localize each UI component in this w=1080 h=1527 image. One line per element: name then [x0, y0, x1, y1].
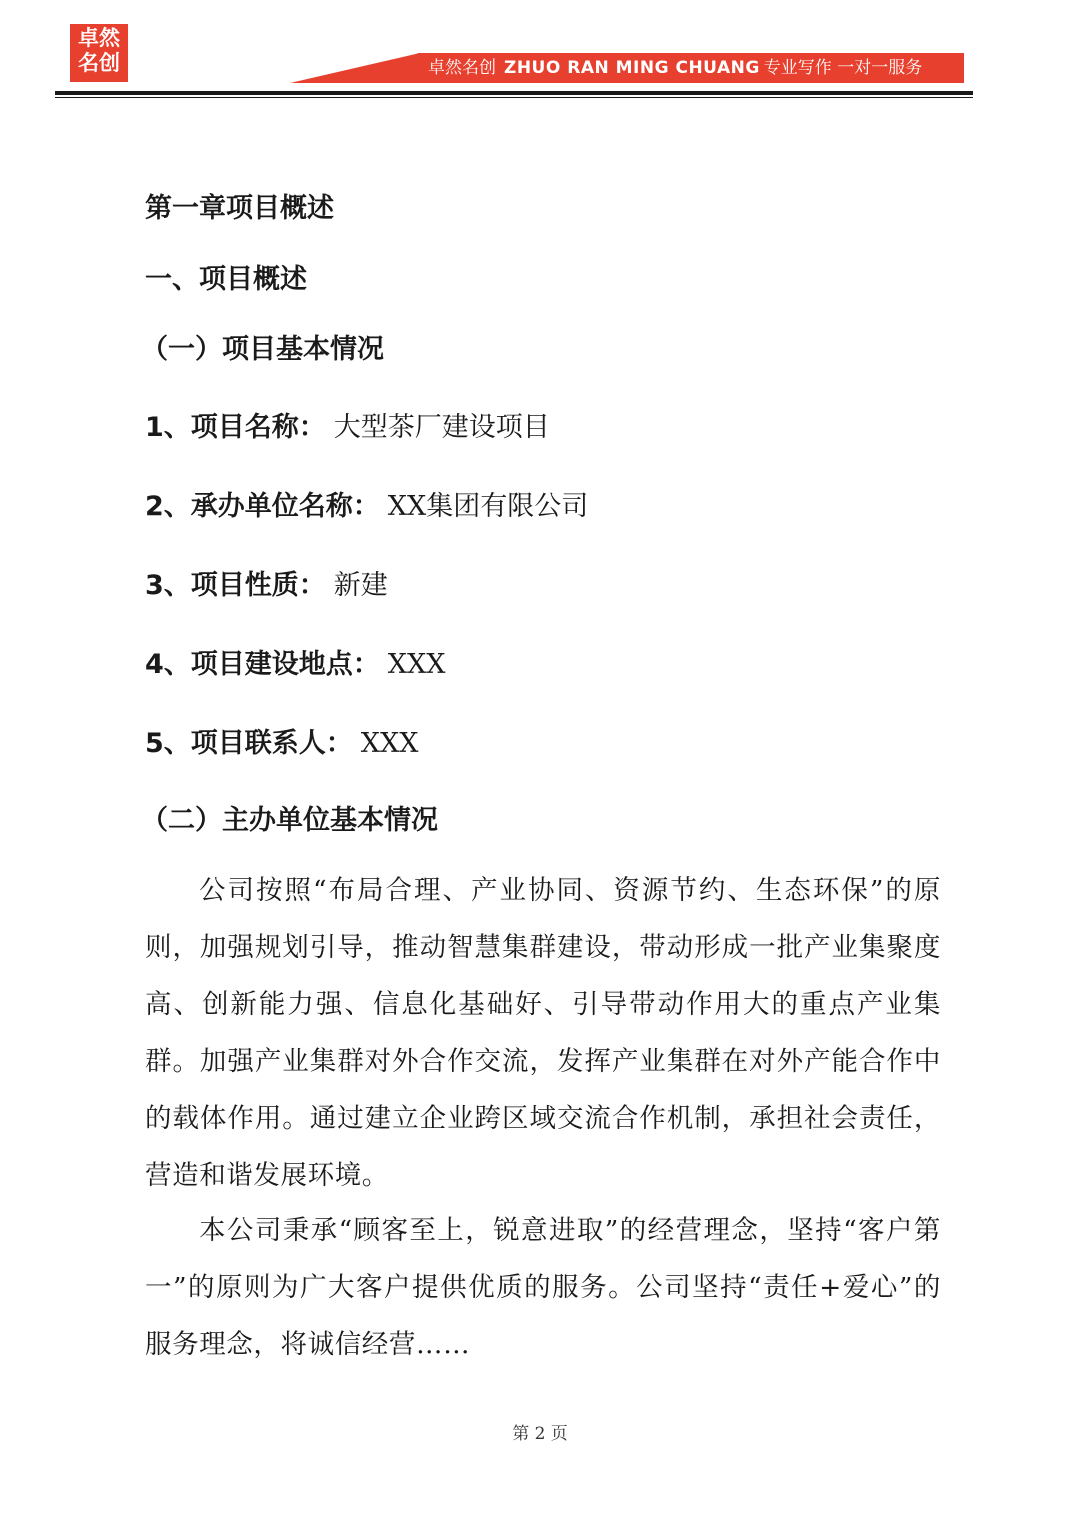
info-item-label: 3、项目性质： — [145, 570, 326, 601]
info-item-value: 大型茶厂建设项目 — [333, 412, 550, 443]
brand-banner — [418, 53, 964, 83]
info-item-contact — [145, 727, 418, 761]
info-item-label: 4、项目建设地点： — [145, 649, 380, 680]
banner-tagline: 专业写作 一对一服务 — [763, 58, 923, 78]
logo-line-1: 卓然 — [78, 26, 120, 50]
page-number: 第 2 页 — [512, 1424, 568, 1444]
info-item-label: 1、项目名称： — [145, 412, 326, 443]
subsection-title-basic-info: （一）项目基本情况 — [141, 334, 384, 365]
info-item-value: XXX — [387, 649, 446, 680]
info-item-value: 新建 — [333, 570, 388, 601]
info-item-location — [145, 648, 445, 682]
info-item-organizer — [145, 490, 588, 524]
body-paragraph-1: 公司按照“布局合理、产业协同、资源节约、生态环保”的原则，加强规划引导，推动智慧集群建设，带动形成一批产业集聚度高、创新能力强、信息化基础好、引导带动作用大的重点产业集群。加强产业集群对外合作交流，发挥产业集群在对外产能合作中的载体作用。通过建立企业跨区域交流合作机制，承担社会责任，营造和谐发展环境。 — [145, 875, 941, 1191]
subsection-title-host-info: （二）主办单位基本情况 — [141, 805, 438, 836]
chapter-title: 第一章项目概述 — [145, 193, 334, 224]
info-item-nature — [145, 569, 388, 603]
page-header — [0, 0, 1080, 100]
header-rule-thin — [55, 97, 973, 98]
info-item-project-name — [145, 411, 550, 445]
logo-line-2: 名创 — [78, 51, 120, 75]
banner-en-name: ZHUO RAN MING CHUANG — [504, 58, 760, 78]
info-item-value: XX集团有限公司 — [387, 491, 589, 522]
body-paragraph-2: 本公司秉承“顾客至上，锐意进取”的经营理念，坚持“客户第一”的原则为广大客户提供优质的服务。公司坚持“责任+爱心”的服务理念，将诚信经营…… — [145, 1215, 941, 1360]
header-rule-thick — [55, 91, 973, 95]
brand-logo — [70, 24, 128, 82]
info-item-value: XXX — [360, 728, 419, 759]
info-item-label: 2、承办单位名称： — [145, 491, 380, 522]
banner-wedge — [290, 53, 420, 83]
banner-cn-name: 卓然名创 — [428, 58, 496, 78]
info-item-label: 5、项目联系人： — [145, 728, 353, 759]
section-title: 一、项目概述 — [145, 264, 307, 295]
